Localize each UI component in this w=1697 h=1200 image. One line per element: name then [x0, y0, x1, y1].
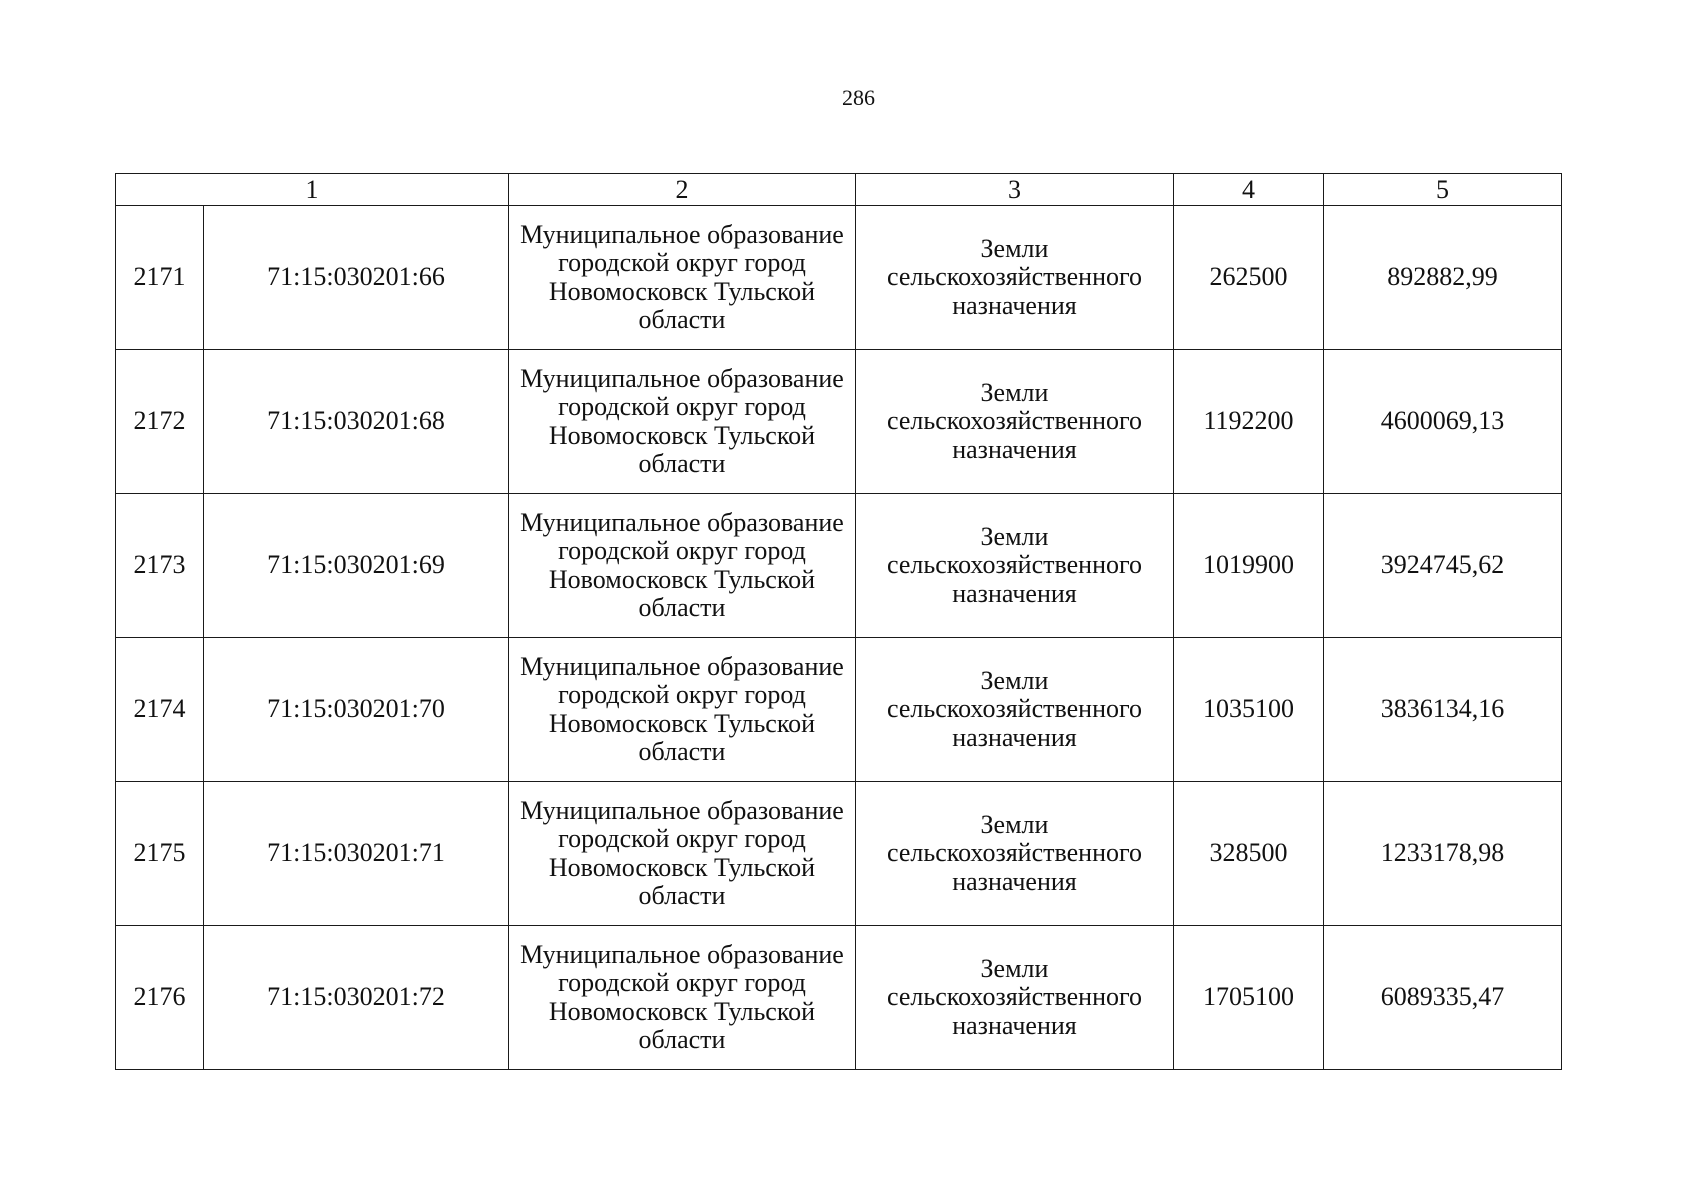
land-category-cell: Земли сельскохозяйственного назначения: [856, 782, 1174, 926]
cadastral-number-cell: 71:15:030201:71: [204, 782, 509, 926]
table-row: [116, 350, 1562, 494]
table-row: [116, 782, 1562, 926]
land-category-cell: Земли сельскохозяйственного назначения: [856, 350, 1174, 494]
area-cell: 1705100: [1174, 926, 1324, 1070]
table-row: [116, 206, 1562, 350]
table-header-row: [116, 174, 1562, 206]
area-cell: 328500: [1174, 782, 1324, 926]
cadastral-number-cell: 71:15:030201:70: [204, 638, 509, 782]
owner-cell: Муниципальное образование городской округ город Новомосковск Тульской области: [509, 638, 856, 782]
column-header-5: 5: [1324, 174, 1562, 206]
row-number-cell: 2175: [116, 782, 204, 926]
owner-cell: Муниципальное образование городской округ город Новомосковск Тульской области: [509, 494, 856, 638]
area-cell: 262500: [1174, 206, 1324, 350]
land-category-cell: Земли сельскохозяйственного назначения: [856, 206, 1174, 350]
owner-cell: Муниципальное образование городской округ город Новомосковск Тульской области: [509, 926, 856, 1070]
column-header-4: 4: [1174, 174, 1324, 206]
column-header-2: 2: [509, 174, 856, 206]
table-row: [116, 494, 1562, 638]
area-cell: 1035100: [1174, 638, 1324, 782]
cadastral-value-cell: 6089335,47: [1324, 926, 1562, 1070]
land-category-cell: Земли сельскохозяйственного назначения: [856, 638, 1174, 782]
land-category-cell: Земли сельскохозяйственного назначения: [856, 494, 1174, 638]
row-number-cell: 2174: [116, 638, 204, 782]
column-header-3: 3: [856, 174, 1174, 206]
owner-cell: Муниципальное образование городской округ город Новомосковск Тульской области: [509, 782, 856, 926]
cadastral-number-cell: 71:15:030201:68: [204, 350, 509, 494]
cadastral-value-cell: 3924745,62: [1324, 494, 1562, 638]
row-number-cell: 2171: [116, 206, 204, 350]
land-category-cell: Земли сельскохозяйственного назначения: [856, 926, 1174, 1070]
owner-cell: Муниципальное образование городской округ город Новомосковск Тульской области: [509, 350, 856, 494]
row-number-cell: 2172: [116, 350, 204, 494]
row-number-cell: 2176: [116, 926, 204, 1070]
area-cell: 1019900: [1174, 494, 1324, 638]
cadastral-number-cell: 71:15:030201:69: [204, 494, 509, 638]
area-cell: 1192200: [1174, 350, 1324, 494]
page-number: 286: [842, 85, 875, 110]
table-row: [116, 926, 1562, 1070]
cadastral-value-cell: 4600069,13: [1324, 350, 1562, 494]
row-number-cell: 2173: [116, 494, 204, 638]
table-body: [116, 174, 1562, 1070]
land-plots-table: [115, 173, 1562, 1070]
column-header-1: 1: [116, 174, 509, 206]
owner-cell: Муниципальное образование городской округ город Новомосковск Тульской области: [509, 206, 856, 350]
cadastral-number-cell: 71:15:030201:72: [204, 926, 509, 1070]
cadastral-value-cell: 3836134,16: [1324, 638, 1562, 782]
cadastral-value-cell: 1233178,98: [1324, 782, 1562, 926]
cadastral-number-cell: 71:15:030201:66: [204, 206, 509, 350]
table-row: [116, 638, 1562, 782]
cadastral-value-cell: 892882,99: [1324, 206, 1562, 350]
